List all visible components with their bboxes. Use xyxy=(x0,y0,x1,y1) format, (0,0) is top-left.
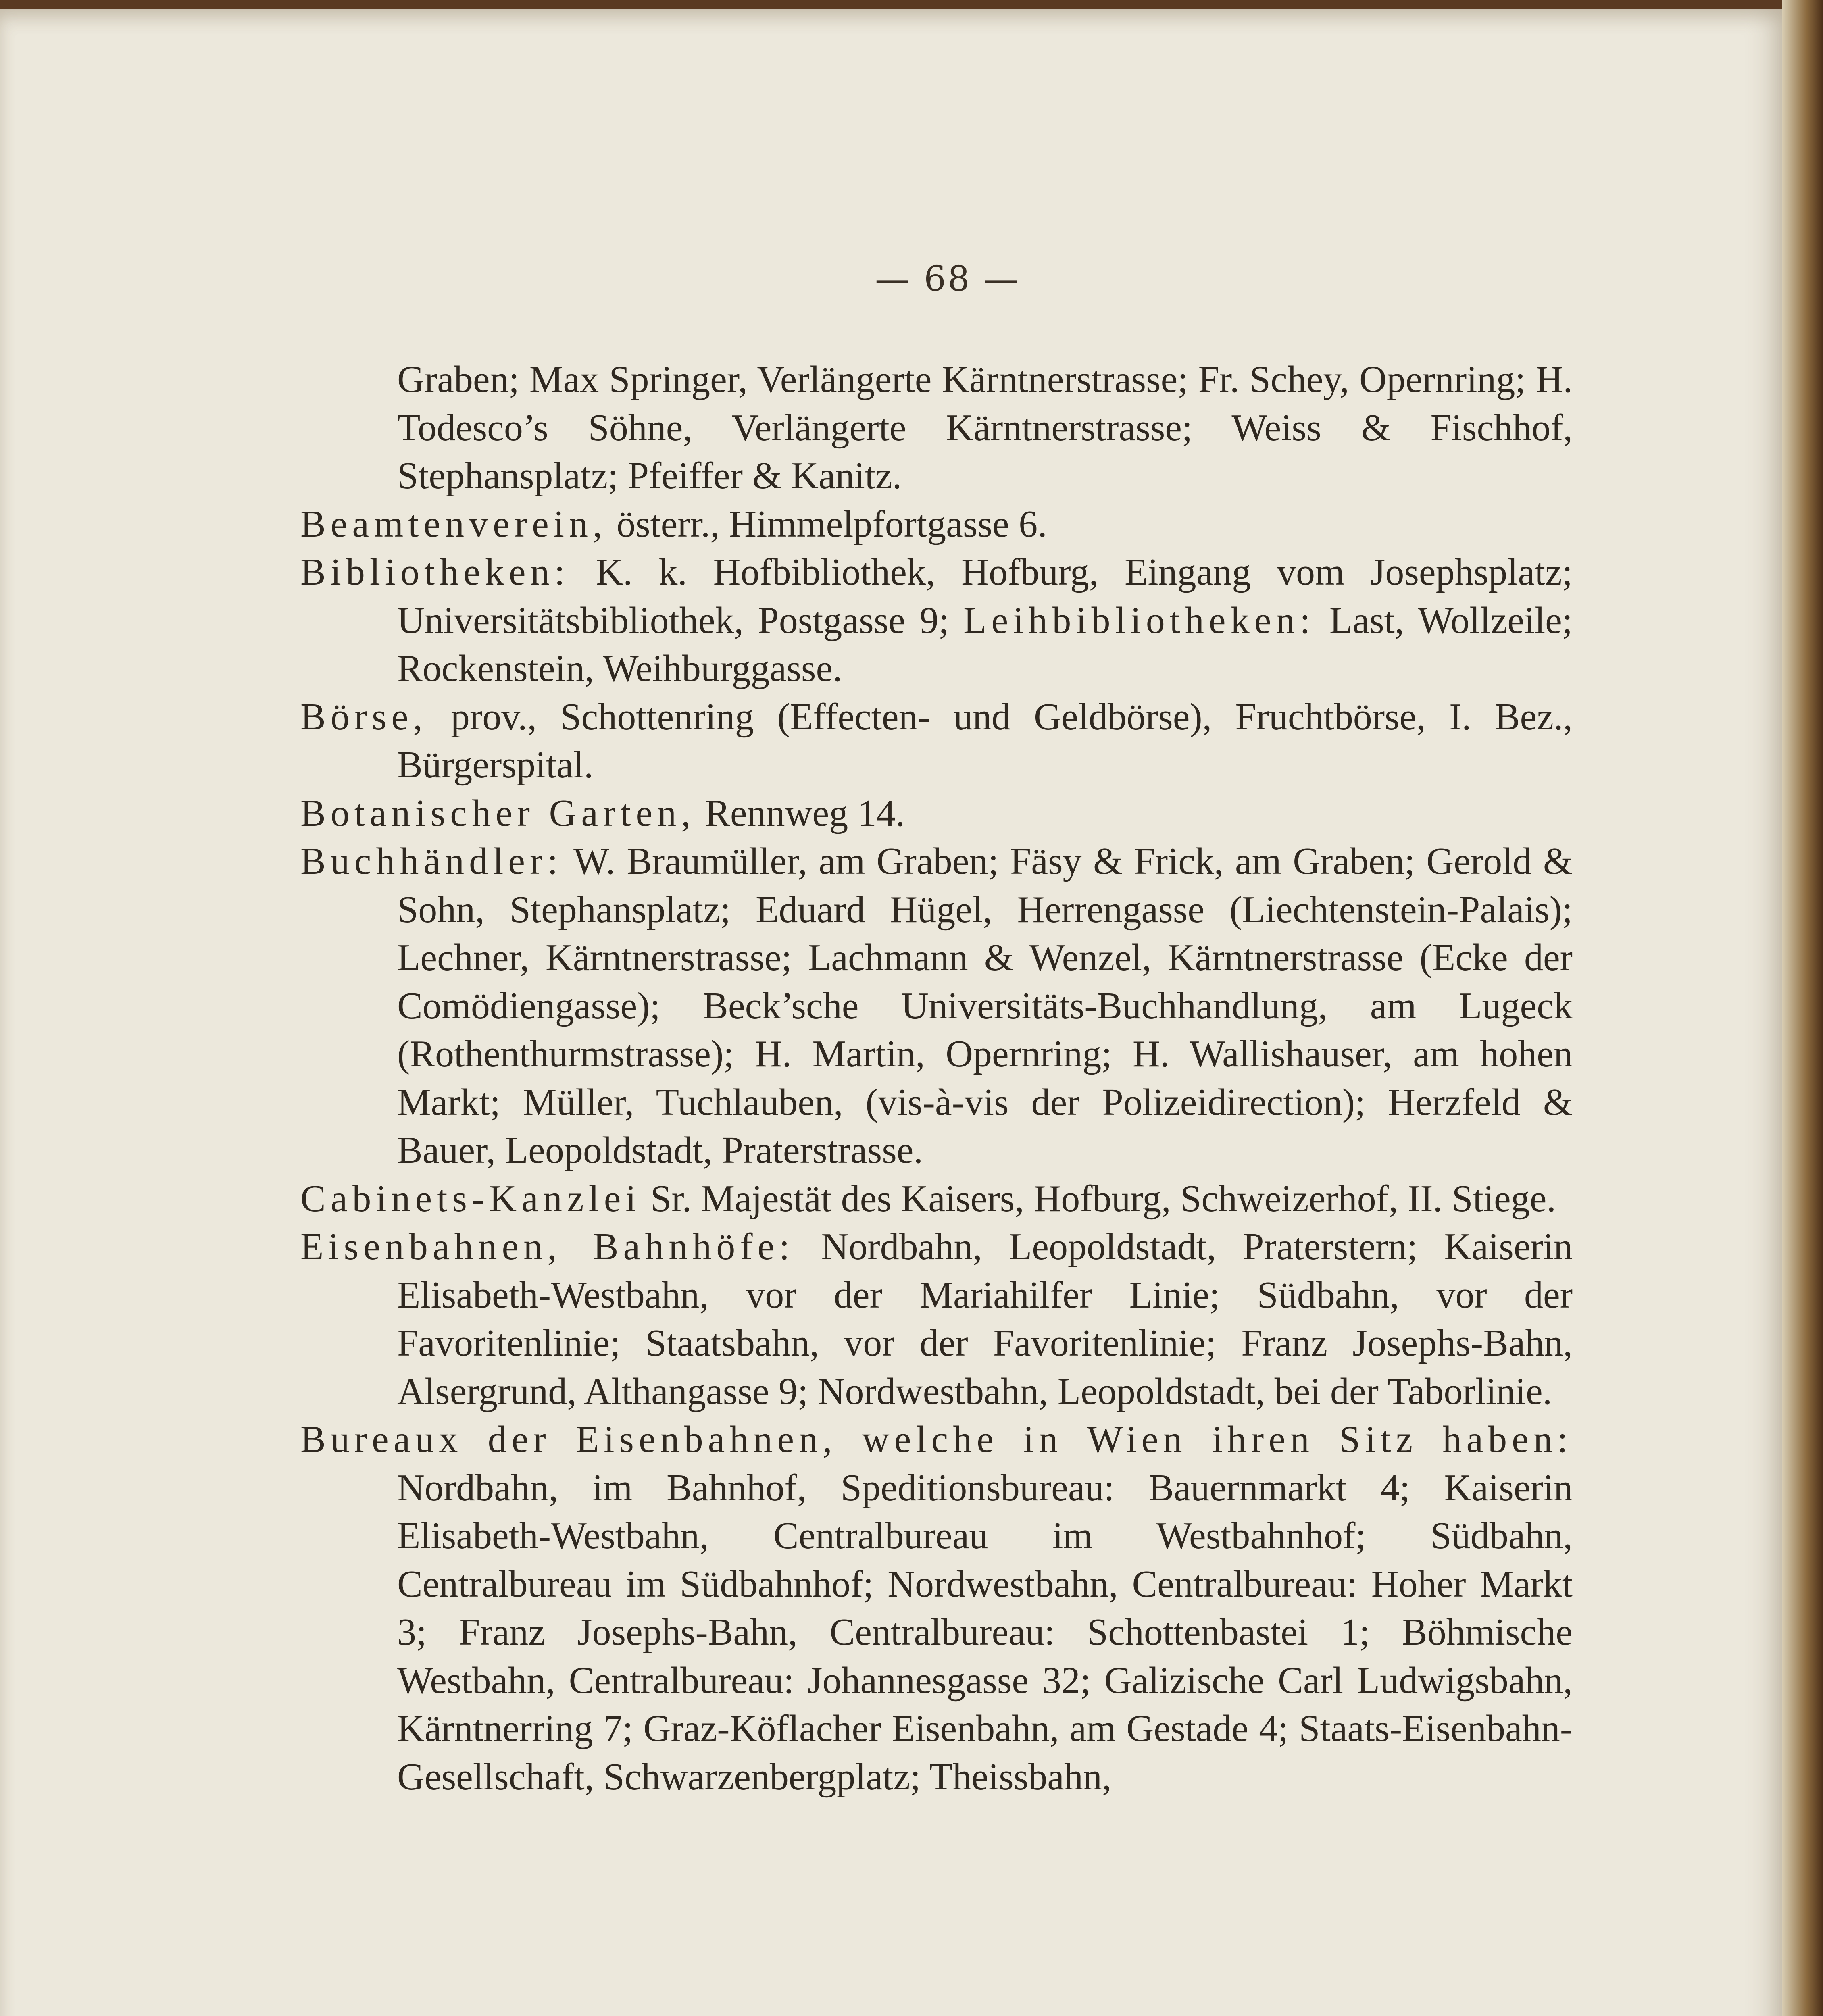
entry-buchhaendler xyxy=(300,837,1573,1175)
entry-heading: Bibliotheken: xyxy=(300,551,570,593)
entry-body: österr., Himmelpfortgasse 6. xyxy=(616,503,1047,545)
entry-heading: Bureaux der Eisenbahnen, welche in Wien ihren Sitz haben: xyxy=(300,1418,1573,1460)
entry-body: Nordbahn, im Bahnhof, Speditionsbureau: Bauernmarkt 4; Kaiserin Elisabeth-Westbahn, Centralbureau im Westbahnhof; Südbahn, Centralbureau im Südbahnhof; Nordwestbahn, Centralbureau: Hoher Markt 3; Franz Josephs-Bahn, Centralbureau: Schottenbastei 1; Böhmische Westbahn, Centralbureau: Johannesgasse 32; Galizische Carl Ludwigsbahn, Kärntnerring 7; Graz-Köflacher Eisenbahn, am Gestade 4; Staats-Eisenbahn-Gesellschaft, Schwarzenbergplatz; Theissbahn, xyxy=(397,1466,1573,1798)
entry-beamtenverein xyxy=(300,500,1573,549)
entry-bureaux-der-eisenbahnen xyxy=(300,1416,1573,1801)
entry-eisenbahnen xyxy=(300,1223,1573,1416)
entry-body: W. Braumüller, am Graben; Fäsy & Frick, am Graben; Gerold & Sohn, Stephansplatz; Eduard Hügel, Herrengasse (Liechtenstein-Palais); Lechner, Kärntnerstrasse; Lachmann & Wenzel, Kärntnerstrasse (Ecke der Comödiengasse); Beck’sche Universitäts-Buchhandlung, am Lugeck (Rothenthurmstrasse); H. Martin, Opernring; H. Wallishauser, am hohen Markt; Müller, Tuchlauben, (vis-à-vis der Polizeidirection); Herzfeld & Bauer, Leopoldstadt, Praterstrasse. xyxy=(397,840,1573,1171)
entry-heading: Beamtenverein, xyxy=(300,503,607,545)
continuation-paragraph: Graben; Max Springer, Verlängerte Kärntnerstrasse; Fr. Schey, Opernring; H. Todesco’s Söhne, Verlängerte Kärntnerstrasse; Weiss & Fischhof, Stephansplatz; Pfeiffer & Kanitz. xyxy=(397,358,1573,497)
entry-body: Rennweg 14. xyxy=(705,792,905,834)
entry-body: Last, Wollzeile; Rockenstein, Weihburggasse. xyxy=(397,599,1573,689)
entry-heading: Cabinets-Kanzlei xyxy=(300,1177,641,1220)
entry-heading: Buchhändler: xyxy=(300,840,563,882)
page-number: — 68 — xyxy=(875,259,1021,299)
directory-text xyxy=(300,356,1573,1801)
entry-subheading: Leihbibliotheken: xyxy=(963,599,1315,641)
entry-body: K. k. Hofbibliothek, Hofburg, Eingang vom Josephsplatz; Universitätsbibliothek, Postgasse 9; xyxy=(397,551,1573,641)
entry-body: prov., Schottenring (Effecten- und Geldbörse), Fruchtbörse, I. Bez., Bürgerspital. xyxy=(397,696,1573,786)
entry-bibliotheken xyxy=(300,548,1573,693)
entry-body: Sr. Majestät des Kaisers, Hofburg, Schweizerhof, II. Stiege. xyxy=(650,1177,1556,1220)
entry-heading: Börse, xyxy=(300,696,427,738)
entry-heading: Eisenbahnen, Bahnhöfe: xyxy=(300,1226,795,1268)
book-page xyxy=(0,9,1810,2016)
entry-botanischer-garten xyxy=(300,789,1573,838)
book-spine xyxy=(1782,0,1823,2016)
entry-heading: Botanischer Garten, xyxy=(300,792,696,834)
entry-cabinets-kanzlei xyxy=(300,1175,1573,1223)
entry-body: Nordbahn, Leopoldstadt, Praterstern; Kaiserin Elisabeth-Westbahn, vor der Mariahilfer Linie; Südbahn, vor der Favoritenlinie; Staatsbahn, vor der Favoritenlinie; Franz Josephs-Bahn, Alsergrund, Althangasse 9; Nordwestbahn, Leopoldstadt, bei der Taborlinie. xyxy=(397,1226,1573,1412)
entry-boerse xyxy=(300,693,1573,789)
